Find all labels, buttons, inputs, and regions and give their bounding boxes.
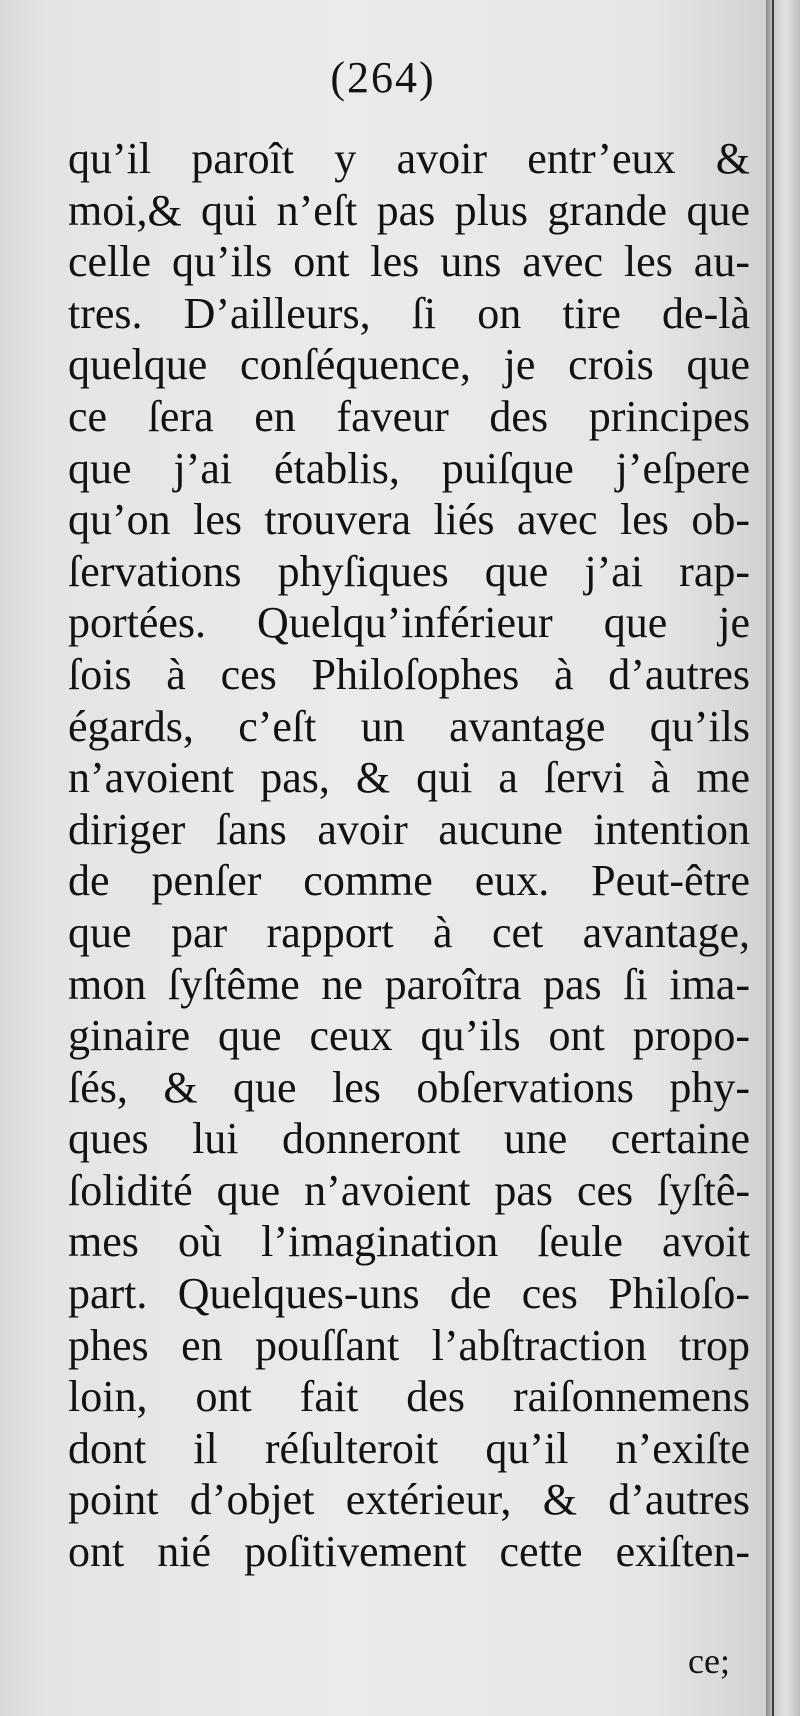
text-line: qu’il paroît y avoir entr’eux &	[68, 134, 750, 183]
body-text	[68, 133, 750, 1578]
text-line: qu’on les trouvera liés avec les ob-	[68, 495, 750, 545]
text-line: mes où l’imagination ſeule avoit	[68, 1217, 750, 1267]
catchword: ce;	[688, 1641, 730, 1681]
text-line: ſervations phyſiques que j’ai rap-	[68, 546, 750, 596]
text-line: ques lui donneront une certaine	[68, 1114, 750, 1164]
text-line: que j’ai établis, puiſque j’eſpere	[68, 443, 750, 493]
text-line: n’avoient pas, & qui a ſervi à me	[68, 753, 750, 803]
text-line: phes en pouſſant l’abſtraction trop	[68, 1320, 750, 1370]
page-number: (264)	[330, 53, 436, 102]
text-line: mon ſyſtême ne paroîtra pas ſi ima-	[68, 959, 750, 1009]
text-line: ce ſera en faveur des principes	[68, 391, 750, 441]
text-line: loin, ont fait des raiſonnemens	[68, 1372, 750, 1422]
page-edge-line	[772, 0, 774, 1716]
text-line: tres. D’ailleurs, ſi on tire de-là	[68, 288, 750, 338]
text-line: moi,& qui n’eſt pas plus grande que	[68, 185, 750, 235]
text-line: ſés, & que les obſervations phy-	[68, 1062, 750, 1112]
text-line: égards, c’eſt un avantage qu’ils	[68, 701, 750, 751]
text-line: portées. Quelqu’inférieur que je	[68, 598, 750, 648]
text-line: ont nié poſitivement cette exiſten-	[68, 1527, 750, 1577]
text-line: point d’objet extérieur, & d’autres	[68, 1475, 750, 1525]
text-line: ſolidité que n’avoient pas ces ſyſtê-	[68, 1165, 750, 1215]
text-line: dont il réſulteroit qu’il n’exiſte	[68, 1423, 750, 1473]
text-line: part. Quelques-uns de ces Philoſo-	[68, 1269, 750, 1319]
text-line: que par rapport à cet avantage,	[68, 907, 750, 957]
text-line: ginaire que ceux qu’ils ont propo-	[68, 1011, 750, 1061]
text-line: celle qu’ils ont les uns avec les au-	[68, 237, 750, 287]
text-line: de penſer comme eux. Peut-être	[68, 856, 750, 906]
text-line: ſois à ces Philoſophes à d’autres	[68, 649, 750, 699]
text-line: quelque conſéquence, je crois que	[68, 340, 750, 390]
text-line: diriger ſans avoir aucune intention	[68, 804, 750, 854]
